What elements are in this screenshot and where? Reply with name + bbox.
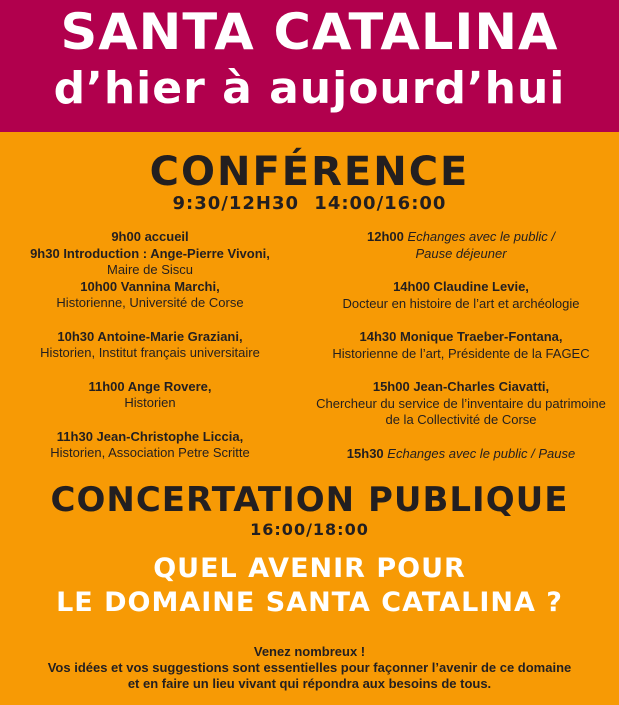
- program-role: Historien, Association Petre Scritte: [50, 445, 250, 460]
- program-right-column: [303, 229, 619, 462]
- program-item: [0, 246, 300, 279]
- program-item: [0, 379, 300, 412]
- program-role: Historienne, Université de Corse: [56, 295, 244, 310]
- program-time: 12h00: [367, 229, 404, 244]
- program-item: [303, 446, 619, 463]
- concertation-title: CONCERTATION PUBLIQUE: [50, 480, 569, 520]
- program-time-speaker: 15h00 Jean-Charles Ciavatti,: [372, 379, 550, 394]
- program-note: Echanges avec le public /: [407, 229, 555, 244]
- program-item: [0, 429, 300, 462]
- program-time-speaker: 9h00 accueil: [111, 229, 189, 244]
- program-role: Historien, Institut français universitaire: [40, 345, 260, 360]
- program-role: Maire de Siscu: [107, 262, 193, 277]
- program-item: [0, 229, 300, 246]
- main-title: SANTA CATALINA: [60, 3, 559, 61]
- program-role: de la Collectivité de Corse: [385, 412, 537, 427]
- question-line-1: QUEL AVENIR POUR: [153, 553, 466, 584]
- question-heading: [0, 552, 619, 620]
- question-line-2: LE DOMAINE SANTA CATALINA ?: [56, 587, 563, 618]
- footer-line-2: Vos idées et vos suggestions sont essentielles pour façonner l’avenir de ce domaine: [47, 660, 572, 675]
- program-time-speaker: 11h30 Jean-Christophe Liccia,: [56, 428, 244, 444]
- program-time: 15h30: [346, 445, 384, 461]
- program-time-speaker: 14h30 Monique Traeber-Fontana,: [359, 329, 563, 344]
- program-time-speaker: 9h30 Introduction : Ange-Pierre Vivoni,: [30, 245, 270, 261]
- concertation-time: 16:00/18:00: [250, 520, 369, 539]
- header-banner: [0, 0, 619, 132]
- program-role: Historienne de l’art, Présidente de la FAGEC: [332, 345, 590, 361]
- program-time-speaker: 11h00 Ange Rovere,: [88, 378, 212, 394]
- footer-line-3: et en faire un lieu vivant qui répondra aux besoins de tous.: [127, 676, 492, 691]
- main-subtitle: d’hier à aujourd’hui: [53, 63, 566, 114]
- program-role: Docteur en histoire de l’art et archéologie: [342, 295, 580, 311]
- program-time-speaker: 10h00 Vannina Marchi,: [80, 278, 220, 294]
- program-note: Echanges avec le public / Pause: [387, 445, 576, 461]
- program-item: [303, 329, 619, 362]
- program-item: [303, 229, 619, 262]
- conference-times: 9:30/12H30 14:00/16:00: [172, 193, 447, 214]
- program-role: Historien: [124, 395, 176, 410]
- program-time-speaker: 10h30 Antoine-Marie Graziani,: [57, 328, 243, 344]
- program-role: Chercheur du service de l’inventaire du patrimoine: [316, 395, 606, 411]
- program-left-column: [0, 229, 300, 462]
- program-item: [303, 379, 619, 429]
- program-item: [0, 279, 300, 312]
- program-item: [303, 279, 619, 312]
- footer-text: [0, 644, 619, 692]
- program-time-speaker: 14h00 Claudine Levie,: [393, 279, 529, 294]
- program-note: Pause déjeuner: [415, 245, 507, 261]
- conference-title: CONFÉRENCE: [149, 149, 470, 195]
- footer-line-1: Venez nombreux !: [253, 644, 366, 659]
- program-item: [0, 329, 300, 362]
